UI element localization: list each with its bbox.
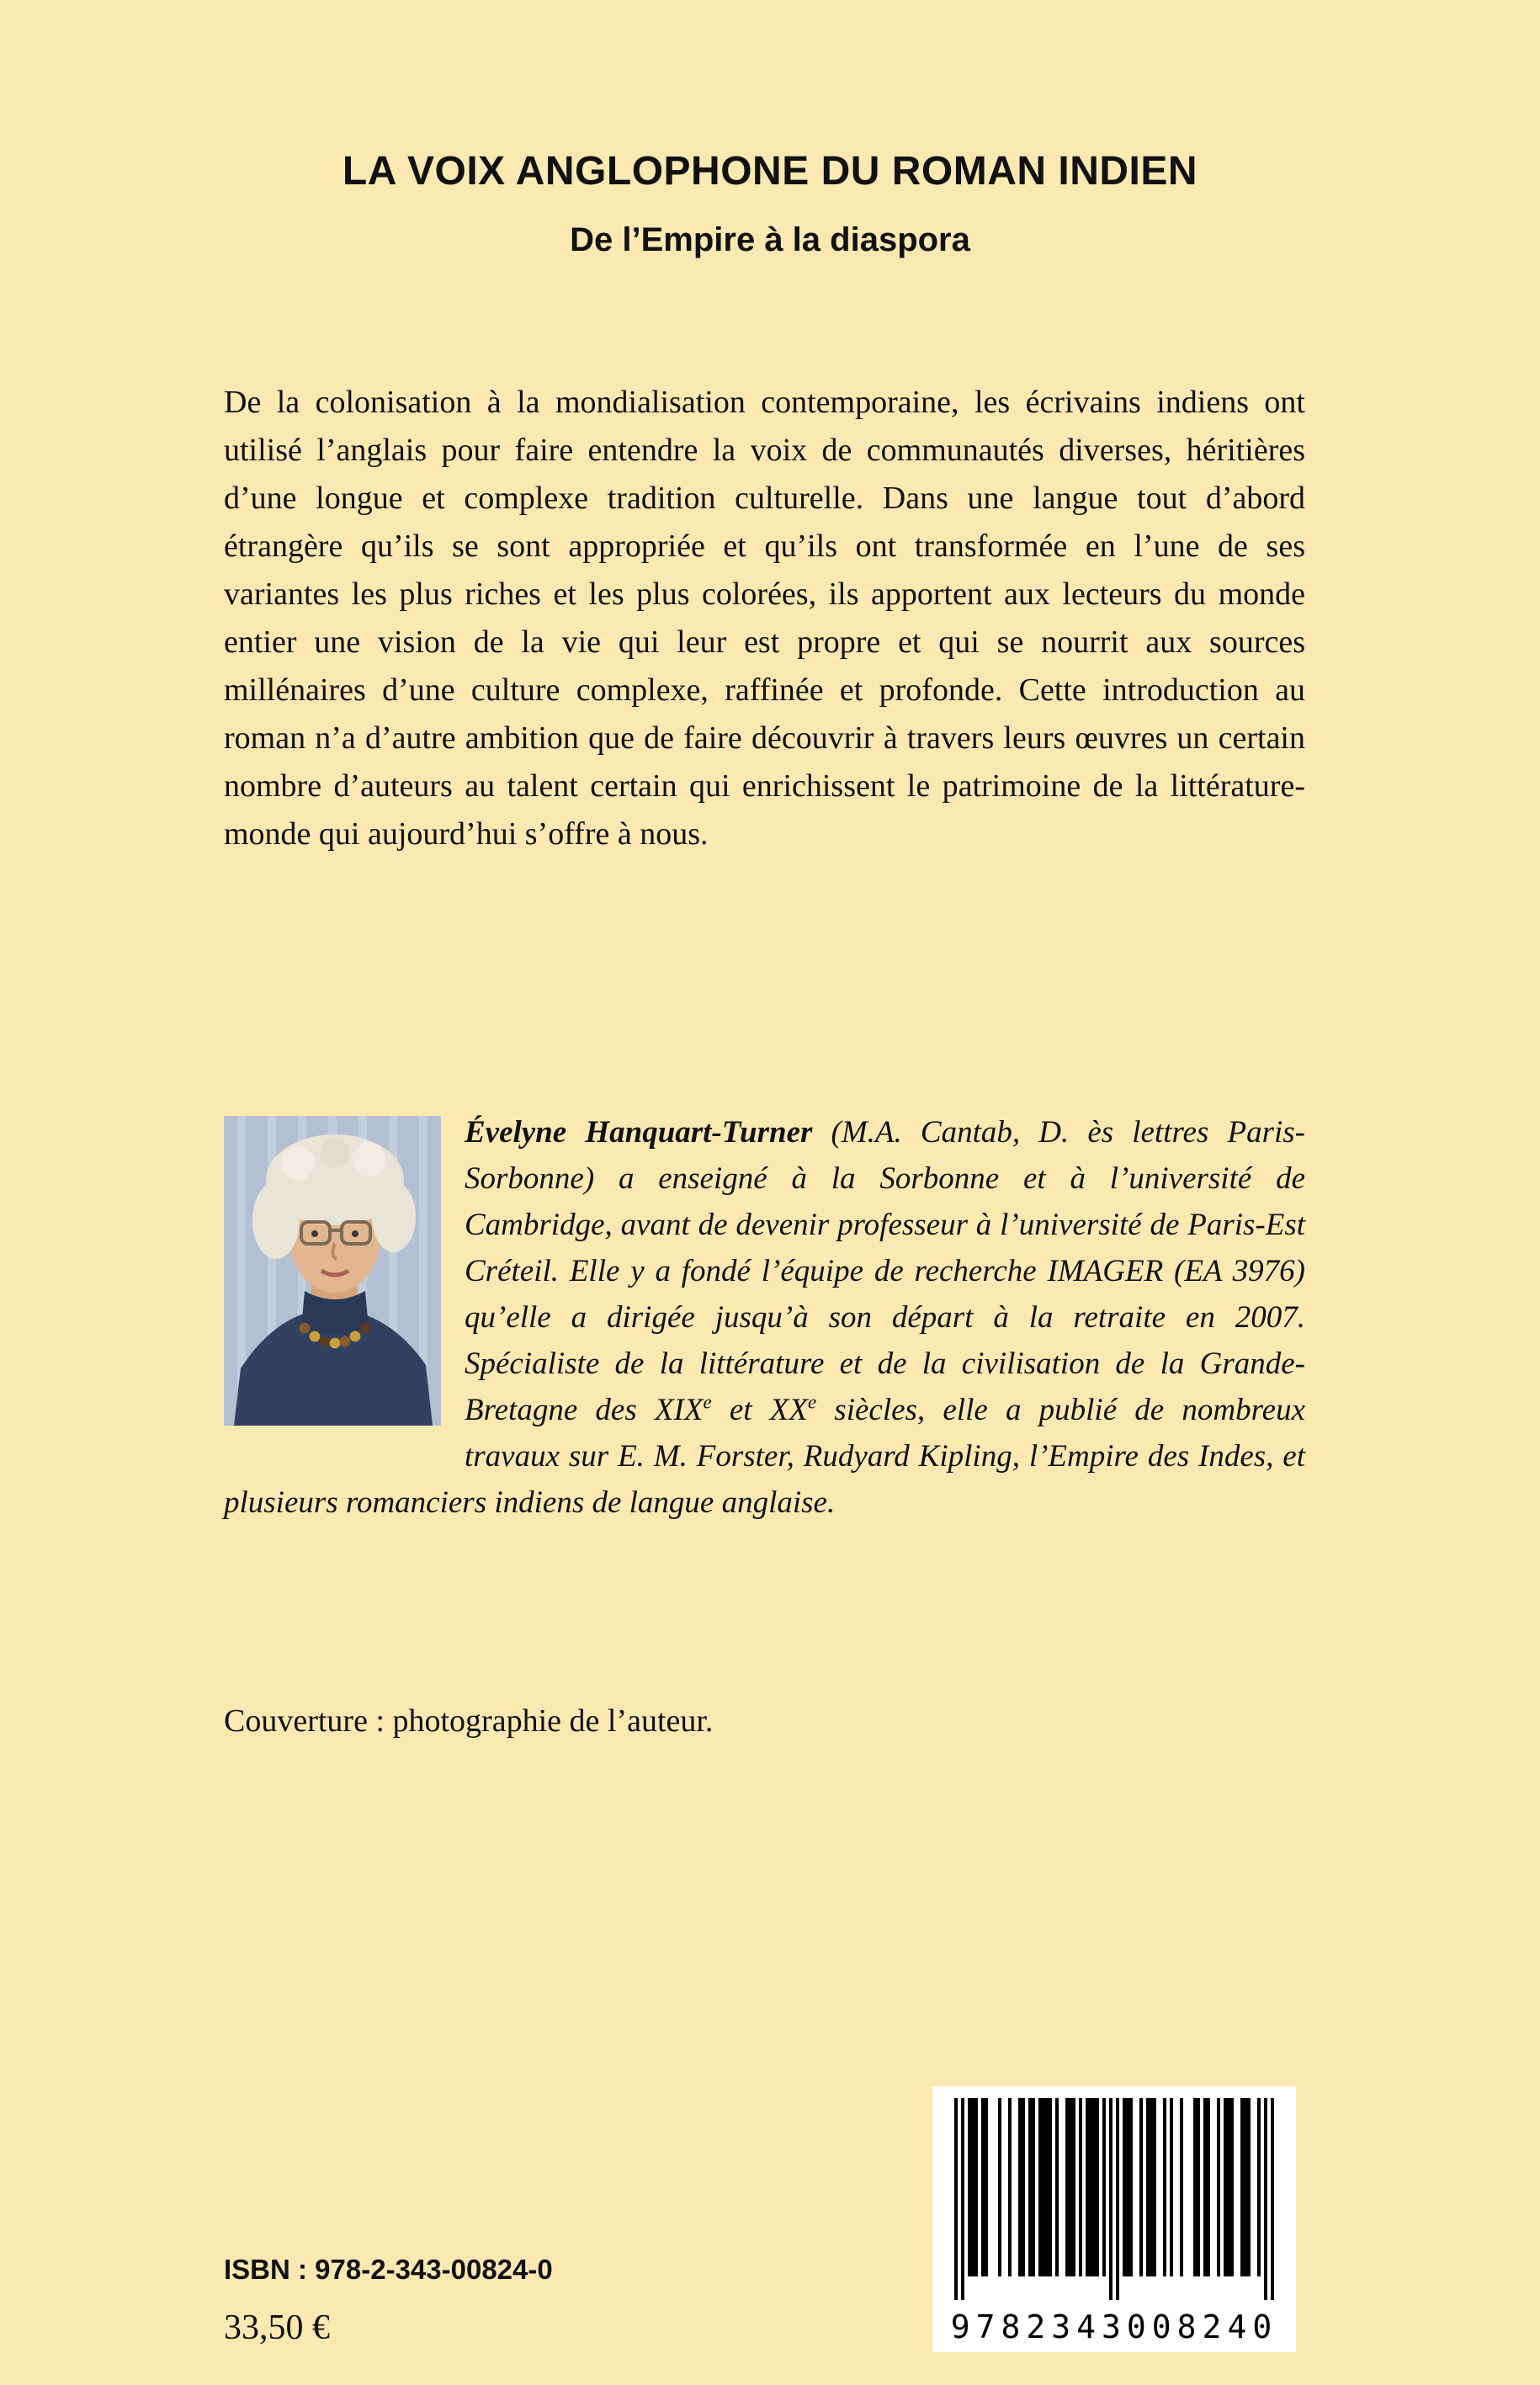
- barcode: [932, 2086, 1296, 2352]
- barcode-bars: [932, 2098, 1296, 2308]
- author-portrait-illustration: [224, 1116, 441, 1426]
- title-block: [0, 150, 1540, 259]
- cover-note: Couverture : photographie de l’auteur.: [224, 1703, 714, 1739]
- bio-superscript-1: e: [703, 1391, 712, 1413]
- bio-text-3: siècles, elle a publié de nombreux travaux sur E. M. Forster, Rudyard Kipling, l’Empire des Indes, et plusieurs romanciers indiens de langue anglaise.: [224, 1393, 1305, 1520]
- page-title: LA VOIX ANGLOPHONE DU ROMAN INDIEN: [342, 149, 1198, 194]
- isbn-text: ISBN : 978-2-343-00824-0: [224, 2254, 553, 2285]
- bio-text-1: (M.A. Cantab, D. ès lettres Paris-Sorbonne) a enseigné à la Sorbonne et à l’université de Cambridge, avant de devenir professeur à l’université de Paris-Est Créteil. Elle y a fondé l’équipe de recherche IMAGER (EA 3976) qu’elle a dirigée jusqu’à son départ à la retraite en 2007. Spécialiste de la littérature et de la civilisation de la Grande-Bretagne des XIX: [465, 1115, 1305, 1427]
- synopsis-paragraph: De la colonisation à la mondialisation contemporaine, les écrivains indiens ont utilisé l’anglais pour faire entendre la voix de communautés diverses, héritières d’une longue et complexe tradition culturelle. Dans une langue tout d’abord étrangère qu’ils se sont appropriée et qu’ils ont transformée en l’une de ses variantes les plus riches et les plus colorées, ils apportent aux lecteurs du monde entier une vision de la vie qui leur est propre et qui se nourrit aux sources millénaires d’une culture complexe, raffinée et profonde. Cette introduction au roman n’a d’autre ambition que de faire découvrir à travers leurs œuvres un certain nombre d’auteurs au talent certain qui enrichissent le patrimoine de la littérature-monde qui aujourd’hui s’offre à nous.: [224, 385, 1305, 852]
- author-photo: [224, 1116, 441, 1426]
- bio-superscript-2: e: [807, 1391, 817, 1413]
- price-text: 33,50 €: [224, 2308, 330, 2347]
- page-subtitle: De l’Empire à la diaspora: [570, 220, 970, 258]
- barcode-number: 9782343008240: [950, 2308, 1278, 2345]
- bio-text-2: et XX: [711, 1393, 808, 1427]
- author-name: Évelyne Hanquart-Turner: [465, 1115, 813, 1150]
- author-bio: [224, 1109, 1305, 1526]
